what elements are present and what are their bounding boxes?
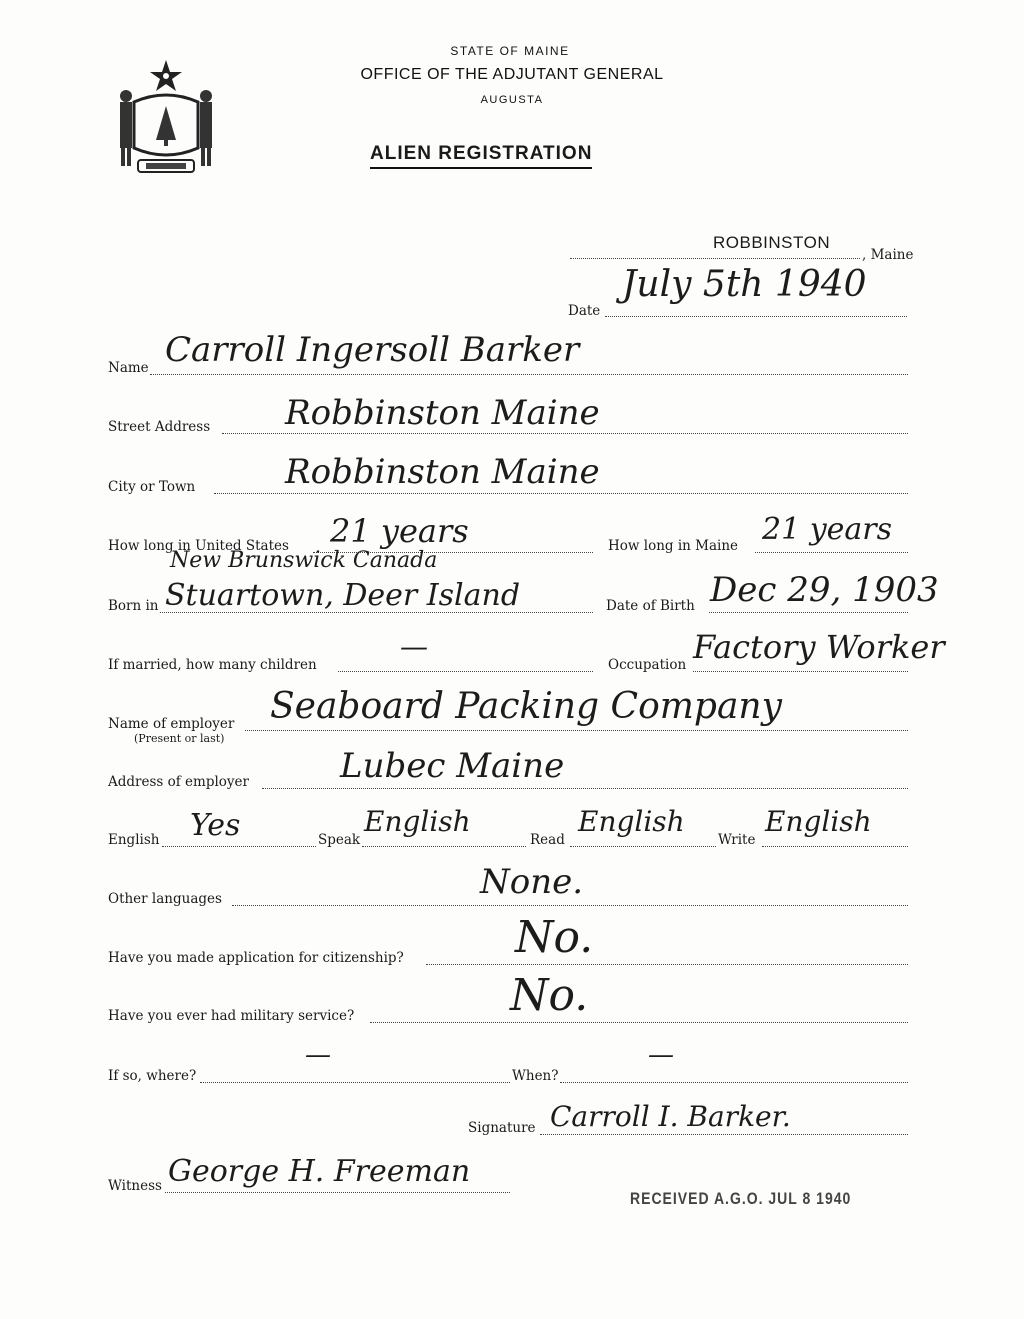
employer-address-value: Lubec Maine xyxy=(340,746,565,786)
dob-value: Dec 29, 1903 xyxy=(710,570,939,610)
military-label: Have you ever had military service? xyxy=(108,1008,355,1024)
if-so-where-line xyxy=(200,1082,510,1083)
signature-value: Carroll I. Barker. xyxy=(550,1100,791,1133)
write-value: English xyxy=(765,805,872,838)
witness-label: Witness xyxy=(108,1178,162,1194)
when-label: When? xyxy=(512,1068,559,1084)
town-value: ROBBINSTON xyxy=(713,233,831,252)
write-line xyxy=(762,846,908,847)
born-in-label: Born in xyxy=(108,598,159,614)
born-in-value-line1: New Brunswick Canada xyxy=(170,548,438,573)
state-heading: STATE OF MAINE xyxy=(450,44,570,58)
military-line xyxy=(370,1022,908,1023)
state-suffix: , Maine xyxy=(862,247,914,263)
speak-line xyxy=(362,846,526,847)
date-value: July 5th 1940 xyxy=(622,264,867,305)
office-heading: OFFICE OF THE ADJUTANT GENERAL xyxy=(360,66,664,83)
city-heading: AUGUSTA xyxy=(480,94,544,106)
military-value: No. xyxy=(510,970,589,1021)
speak-value: English xyxy=(364,805,471,838)
read-value: English xyxy=(578,805,685,838)
when-value: — xyxy=(648,1040,674,1070)
how-long-maine-label: How long in Maine xyxy=(608,538,738,554)
citizenship-label: Have you made application for citizenship? xyxy=(108,950,404,966)
children-label: If married, how many children xyxy=(108,657,317,673)
occupation-label: Occupation xyxy=(608,657,687,673)
employer-label: Name of employer xyxy=(108,716,235,732)
city-line xyxy=(214,493,908,494)
citizenship-value: No. xyxy=(515,912,594,963)
form-title: ALIEN REGISTRATION xyxy=(370,143,592,169)
occupation-line xyxy=(693,671,908,672)
if-so-where-label: If so, where? xyxy=(108,1068,197,1084)
street-label: Street Address xyxy=(108,419,211,435)
citizenship-line xyxy=(426,964,908,965)
city-value: Robbinston Maine xyxy=(285,452,600,492)
read-label: Read xyxy=(530,832,565,848)
other-languages-line xyxy=(232,905,908,906)
when-line xyxy=(560,1082,908,1083)
date-line xyxy=(605,316,907,317)
write-label: Write xyxy=(718,832,756,848)
town-line xyxy=(570,258,860,259)
city-label: City or Town xyxy=(108,479,196,495)
witness-line xyxy=(165,1192,510,1193)
employer-sublabel: (Present or last) xyxy=(134,732,225,745)
english-label: English xyxy=(108,832,160,848)
received-stamp: RECEIVED A.G.O. JUL 8 1940 xyxy=(630,1188,852,1208)
how-long-us-label: How long in United States xyxy=(108,538,289,554)
how-long-maine-line xyxy=(755,552,908,553)
employer-line xyxy=(245,730,908,731)
english-line xyxy=(162,846,316,847)
speak-label: Speak xyxy=(318,832,361,848)
read-line xyxy=(570,846,716,847)
name-value: Carroll Ingersoll Barker xyxy=(165,330,580,370)
employer-address-line xyxy=(262,788,908,789)
street-line xyxy=(222,433,908,434)
born-in-value-line2: Stuartown, Deer Island xyxy=(165,578,521,613)
occupation-value: Factory Worker xyxy=(693,628,945,666)
dob-line xyxy=(709,612,908,613)
if-so-where-value: — xyxy=(305,1040,331,1070)
how-long-us-value: 21 years xyxy=(330,512,469,550)
date-label: Date xyxy=(568,303,601,319)
signature-line xyxy=(540,1134,908,1135)
name-line xyxy=(150,374,908,375)
how-long-maine-value: 21 years xyxy=(762,512,893,547)
employer-address-label: Address of employer xyxy=(108,774,249,790)
name-label: Name xyxy=(108,360,149,376)
english-value: Yes xyxy=(190,808,241,843)
signature-label: Signature xyxy=(468,1120,536,1136)
children-value: — xyxy=(400,630,428,663)
children-line xyxy=(338,671,593,672)
dob-label: Date of Birth xyxy=(606,598,695,614)
employer-value: Seaboard Packing Company xyxy=(270,686,782,727)
other-languages-label: Other languages xyxy=(108,891,222,907)
street-value: Robbinston Maine xyxy=(285,393,600,433)
other-languages-value: None. xyxy=(480,862,584,902)
witness-value: George H. Freeman xyxy=(168,1154,471,1189)
